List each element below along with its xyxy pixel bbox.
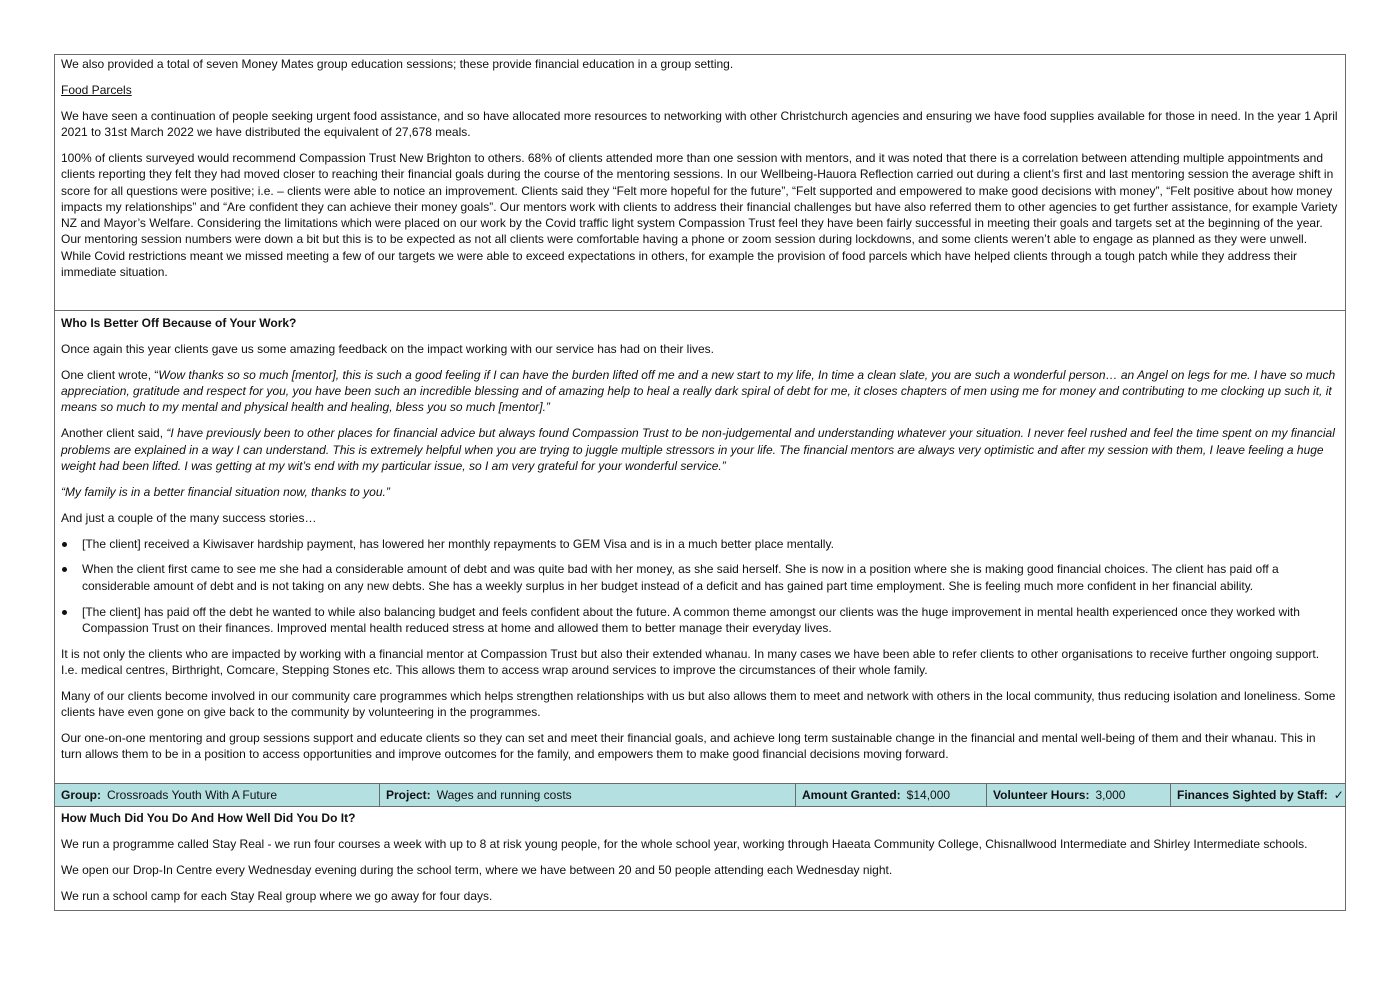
project-value: Wages and running costs xyxy=(436,788,572,802)
project-label: Project: xyxy=(386,788,431,802)
quote-1-text: Wow thanks so so much [mentor], this is such a good feeling if I can have the burden lifted off me and a new start to my life, In time a clean slate, you are such a wonderful person… an Angel on legs for me. I have so much appreciation, gratitude and respect for you, you have been such an incredible blessing and of amazing help to heal a really dark spiral of debt for me, it closes chapters of men using me for money and contributing to me clocking up such it, it means so much to my mental and physical health and healing, bless you so much [mentor].” xyxy=(61,367,1336,415)
who-is-better-off-heading: Who Is Better Off Because of Your Work? xyxy=(61,316,297,330)
list-item xyxy=(61,536,1339,552)
list-item-text: [The client] received a Kiwisaver hardship payment, has lowered her monthly repayments to GEM Visa and is in a much better place mentally. xyxy=(82,536,834,551)
amount-granted-label: Amount Granted: xyxy=(802,788,901,802)
project-cell xyxy=(380,784,796,806)
group-cell xyxy=(55,784,380,806)
finances-sighted-cell xyxy=(1171,784,1345,806)
client-survey-paragraph: 100% of clients surveyed would recommend Compassion Trust New Brighton to others. 68% of clients attended more than one session with mentors, and it was noted that there is a correlation between attending multiple appointments and clients reporting they felt they had moved closer to reaching their financial goals during the course of the mentoring sessions. In our Wellbeing-Hauora Reflection carried out during a client’s first and last mentoring session the average shift in score for all questions were positive; i.e. – clients were able to notice an improvement. Clients said they “Felt more hopeful for the future”, “Felt supported and empowered to make good decisions with money”, “Felt positive about how money impacts my relationships” and “Are confident they can achieve their money goals”. Our mentors work with clients to address their financial challenges but have also referred them to other agencies to get further assistance, for example Variety NZ and Mayor’s Welfare. Considering the limitations which were placed on our work by the Covid traffic light system Compassion Trust feel they have been fairly successful in meeting their goals and targets set at the beginning of the year. Our mentoring session numbers were down a bit but this is to be expected as not all clients were comfortable having a phone or zoom session during lockdowns, and some clients weren’t able to engage as planned as they were unwell. While Covid restrictions meant we missed meeting a few of our targets we were able to exceed expectations in others, for example the provision of food parcels which have helped clients through a tough patch while they address their immediate situation. xyxy=(61,150,1338,280)
how-much-heading: How Much Did You Do And How Well Did You Do It? xyxy=(61,811,356,825)
feedback-intro-paragraph: Once again this year clients gave us some amazing feedback on the impact working with our service has had on their lives. xyxy=(61,341,715,356)
school-camp-paragraph: We run a school camp for each Stay Real group where we go away for four days. xyxy=(61,888,493,903)
outcomes-section xyxy=(55,55,1345,311)
group-value: Crossroads Youth With A Future xyxy=(107,788,278,802)
quote-2-prefix: Another client said, xyxy=(61,426,167,441)
checkmark-icon: ✓ xyxy=(1333,788,1344,802)
bullet-icon xyxy=(62,542,67,547)
whanau-paragraph: It is not only the clients who are impacted by working with a financial mentor at Compassion Trust but also their extended whanau. In many cases we have been able to refer clients to other organisations to receive further ongoing support. I.e. medical centres, Birthright, Comcare, Stepping Stones etc. This allows them to access wrap around services to improve the circumstances of their whole family. xyxy=(61,646,1320,678)
client-quote-1 xyxy=(61,367,1339,416)
community-paragraph: Many of our clients become involved in our community care programmes which helps strengthen relationships with us but also allows them to meet and network with others in the local community, thus reducing isolation and loneliness. Some clients have even gone on give back to the community by volunteering in the programmes. xyxy=(61,688,1336,720)
success-stories-list xyxy=(61,536,1339,637)
bullet-icon xyxy=(62,610,67,615)
drop-in-centre-paragraph: We open our Drop-In Centre every Wednesday evening during the school term, where we have between 20 and 50 people attending each Wednesday night. xyxy=(61,862,893,877)
bullet-icon xyxy=(62,567,67,572)
list-item xyxy=(61,604,1339,637)
report-document xyxy=(54,54,1346,911)
one-on-one-paragraph: Our one-on-one mentoring and group sessions support and educate clients so they can set and meet their financial goals, and achieve long term sustainable change in the financial and mental well-being of them and their whanau. This in turn allows them to be in a position to access opportunities and improve outcomes for the family, and empowers them to make good financial decisions moving forward. xyxy=(61,731,1316,762)
list-item xyxy=(61,561,1339,594)
money-mates-paragraph: We also provided a total of seven Money Mates group education sessions; these provide financial education in a group setting. xyxy=(61,57,734,71)
food-parcels-heading: Food Parcels xyxy=(61,82,132,97)
client-quote-2 xyxy=(61,425,1339,474)
volunteer-hours-label: Volunteer Hours: xyxy=(993,788,1090,802)
success-stories-intro: And just a couple of the many success stories… xyxy=(61,510,317,525)
client-quote-3: “My family is in a better financial situation now, thanks to you.” xyxy=(61,484,390,499)
grant-info-row xyxy=(55,784,1345,807)
amount-granted-value: $14,000 xyxy=(906,788,951,802)
how-much-section xyxy=(55,807,1345,910)
quote-2-text: “I have previously been to other places for financial advice but always found Compassion Trust to be non-judgemental and understanding whatever your situation. I never feel rushed and feel the time spent on my financial problems are explained in a way I can understand. This is extremely helpful when you are trying to juggle multiple stressors in your life. The financial mentors are always very optimistic and after my session with them, I leave feeling a huge weight had been lifted. I was getting at my wit’s end with my particular issue, so I am very grateful for your wonderful service.” xyxy=(61,426,1335,473)
food-assistance-paragraph: We have seen a continuation of people seeking urgent food assistance, and so have allocated more resources to networking with other Christchurch agencies and ensuring we have food supplies available for those in need. In the year 1 April 2021 to 31st March 2022 we have distributed the equivalent of 27,678 meals. xyxy=(61,108,1338,140)
volunteer-hours-cell xyxy=(987,784,1171,806)
list-item-text: [The client] has paid off the debt he wanted to while also balancing budget and feels confident about the future. A common theme amongst our clients was the huge improvement in mental health experienced once they worked with Compassion Trust on their finances. Improved mental health reduced stress at home and allowed them to better manage their everyday lives. xyxy=(82,604,1300,635)
finances-sighted-label: Finances Sighted by Staff: xyxy=(1177,788,1328,802)
quote-1-prefix: One client wrote, “ xyxy=(61,367,159,382)
volunteer-hours-value: 3,000 xyxy=(1095,788,1126,802)
group-label: Group: xyxy=(61,788,101,802)
who-is-better-off-section xyxy=(55,311,1345,784)
amount-granted-cell xyxy=(796,784,987,806)
list-item-text: When the client first came to see me she had a considerable amount of debt and was quite bad with her money, as she said herself. She is now in a position where she is making good financial choices. The client has paid off a considerable amount of debt and is not taking on any new debts. She has a weekly surplus in her budget instead of a deficit and has gained part time employment. She is feeling much more confident in her financial ability. xyxy=(82,562,1279,593)
stay-real-paragraph: We run a programme called Stay Real - we run four courses a week with up to 8 at risk young people, for the whole school year, working through Haeata Community College, Chisnallwood Intermediate and Shirley Intermediate schools. xyxy=(61,836,1308,851)
